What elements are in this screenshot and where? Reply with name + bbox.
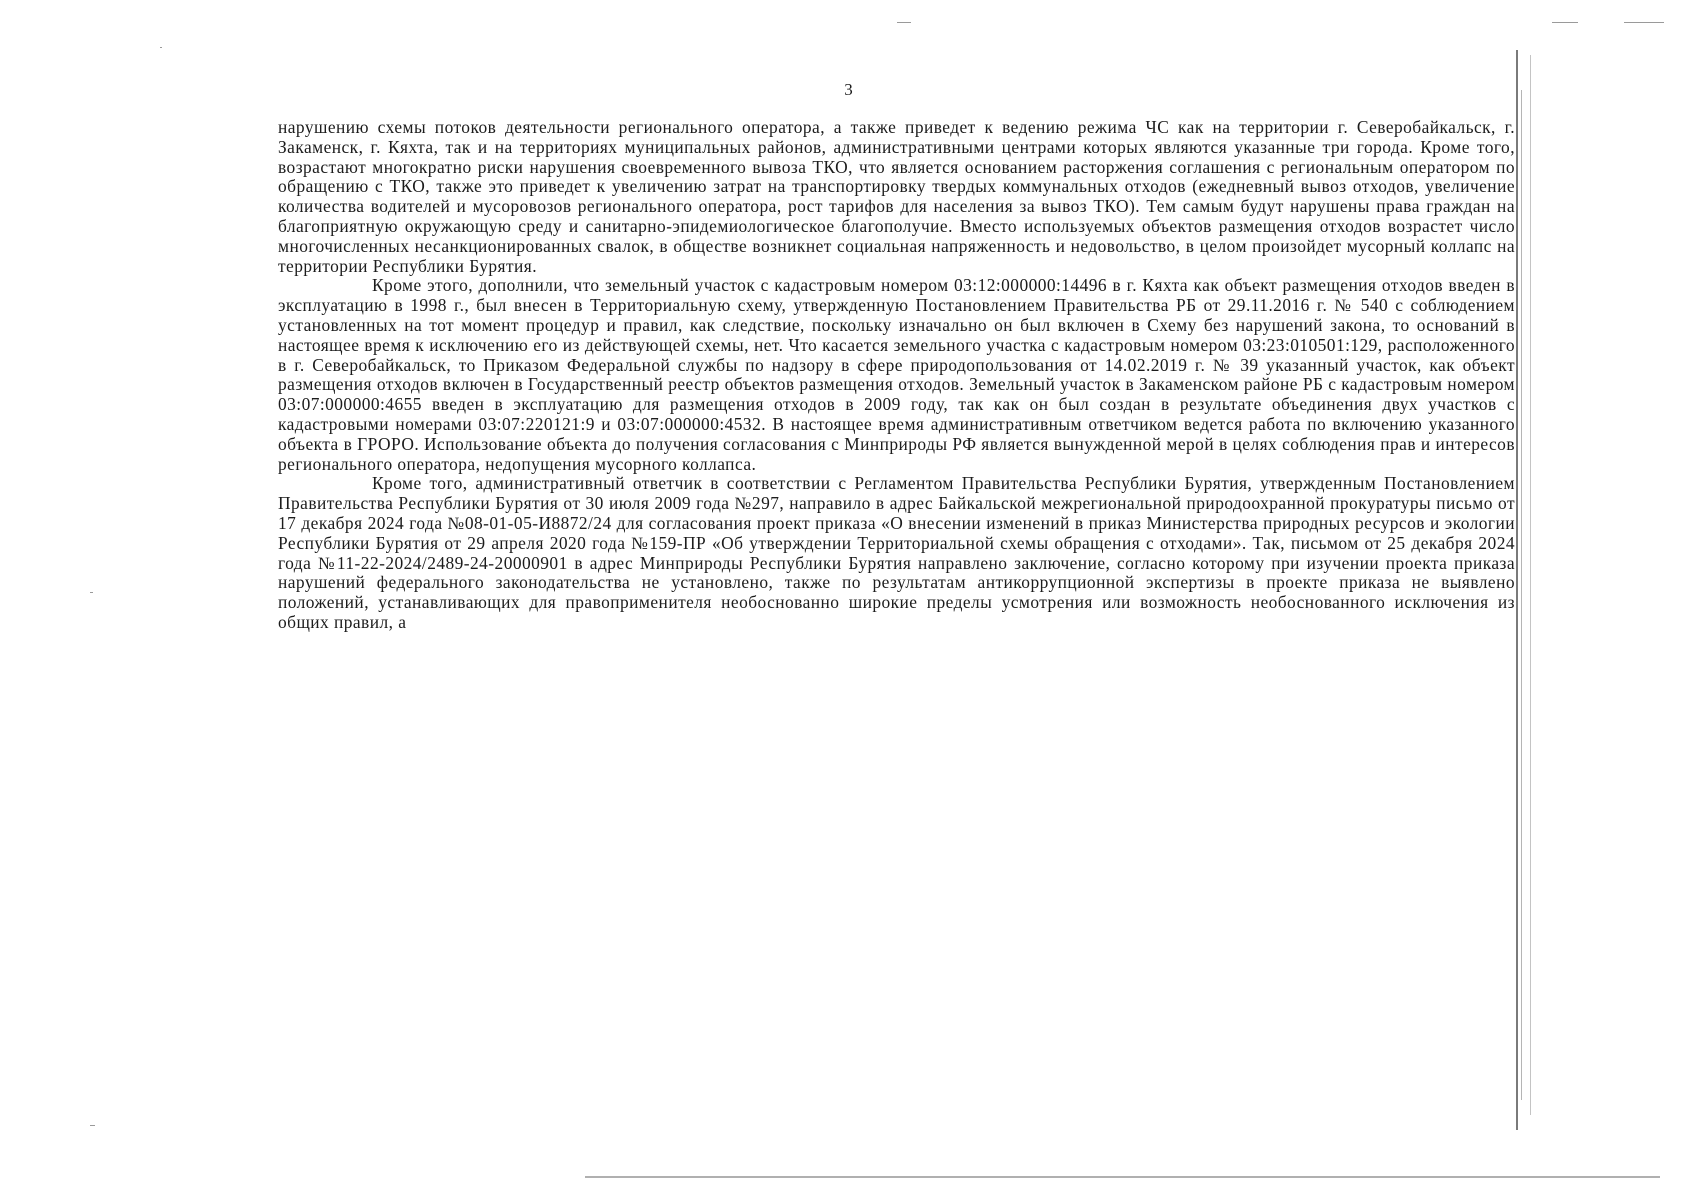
document-body (278, 118, 1515, 633)
scan-mark-left-2 (90, 592, 93, 593)
paragraph-3: Кроме того, административный ответчик в соответствии с Регламентом Правительства Республики Бурятия, утвержденным Постановлением Правительства Республики Бурятия от 30 июля 2009 года №297, направило в адрес Байкальской межрегиональной природоохранной прокуратуры письмо от 17 декабря 2024 года №08-01-05-И8872/24 для согласования проект приказа «О внесении изменений в приказ Министерства природных ресурсов и экологии Республики Бурятия от 29 апреля 2020 года №159-ПР «Об утверждении Территориальной схемы обращения с отходами». Так, письмом от 25 декабря 2024 года №11-22-2024/2489-24-20000901 в адрес Минприроды Республики Бурятия направлено заключение, согласно которому при изучении проекта приказа нарушений федерального законодательства не установлено, также по результатам антикоррупционной экспертизы в проекте приказа не выявлено положений, устанавливающих для правоприменителя необоснованно широкие пределы усмотрения или возможность необоснованного исключения из общих правил, а (278, 473, 1515, 632)
scan-mark-bottom (585, 1176, 1660, 1178)
scan-mark-top-2 (1552, 22, 1578, 23)
page-edge-line-secondary (1521, 90, 1522, 1100)
page-number: 3 (844, 80, 853, 99)
page-edge-line-tertiary (1530, 55, 1531, 1115)
scan-mark-top-1 (897, 22, 911, 23)
paragraph-2: Кроме этого, дополнили, что земельный участок с кадастровым номером 03:12:000000:14496 в г. Кяхта как объект размещения отходов введен в эксплуатацию в 1998 г., был внесен в Территориальную схему, утвержденную Постановлением Правительства РБ от 29.11.2016 г. № 540 с соблюдением установленных на тот момент процедур и правил, как следствие, поскольку изначально он был включен в Схему без нарушений закона, то оснований в настоящее время к исключению его из действующей схемы, нет. Что касается земельного участка с кадастровым номером 03:23:010501:129, расположенного в г. Северобайкальск, то Приказом Федеральной службы по надзору в сфере природопользования от 14.02.2019 г. № 39 указанный участок, как объект размещения отходов включен в Государственный реестр объектов размещения отходов. Земельный участок в Закаменском районе РБ с кадастровым номером 03:07:000000:4655 введен в эксплуатацию для размещения отходов в 2009 году, так как он был создан в результате объединения двух участков с кадастровыми номерами 03:07:220121:9 и 03:07:000000:4532. В настоящее время административным ответчиком ведется работа по включению указанного объекта в ГРОРО. Использование объекта до получения согласования с Минприроды РФ является вынужденной мерой в целях соблюдения прав и интересов регионального оператора, недопущения мусорного коллапса. (278, 275, 1515, 474)
scan-mark-top-3 (1624, 22, 1664, 23)
paragraph-1: нарушению схемы потоков деятельности регионального оператора, а также приведет к ведению режима ЧС как на территории г. Северобайкальск, г. Закаменск, г. Кяхта, так и на территориях муниципальных районов, административными центрами которых являются указанные три города. Кроме того, возрастают многократно риски нарушения своевременного вывоза ТКО, что является основанием расторжения соглашения с региональным оператором по обращению с ТКО, также это приведет к увеличению затрат на транспортировку твердых коммунальных отходов (ежедневный вывоз отходов, увеличение количества водителей и мусоровозов регионального оператора, рост тарифов для населения за вывоз ТКО). Тем самым будут нарушены права граждан на благоприятную окружающую среду и санитарно-эпидемиологическое благополучие. Вместо используемых объектов размещения отходов возрастет число многочисленных несанкционированных свалок, в обществе возникнет социальная напряженность и недовольство, в целом произойдет мусорный коллапс на территории Республики Бурятия. (278, 117, 1515, 276)
scan-mark-left-1 (160, 47, 162, 48)
scan-mark-left-3 (90, 1125, 95, 1126)
page-edge-line (1516, 50, 1518, 1130)
